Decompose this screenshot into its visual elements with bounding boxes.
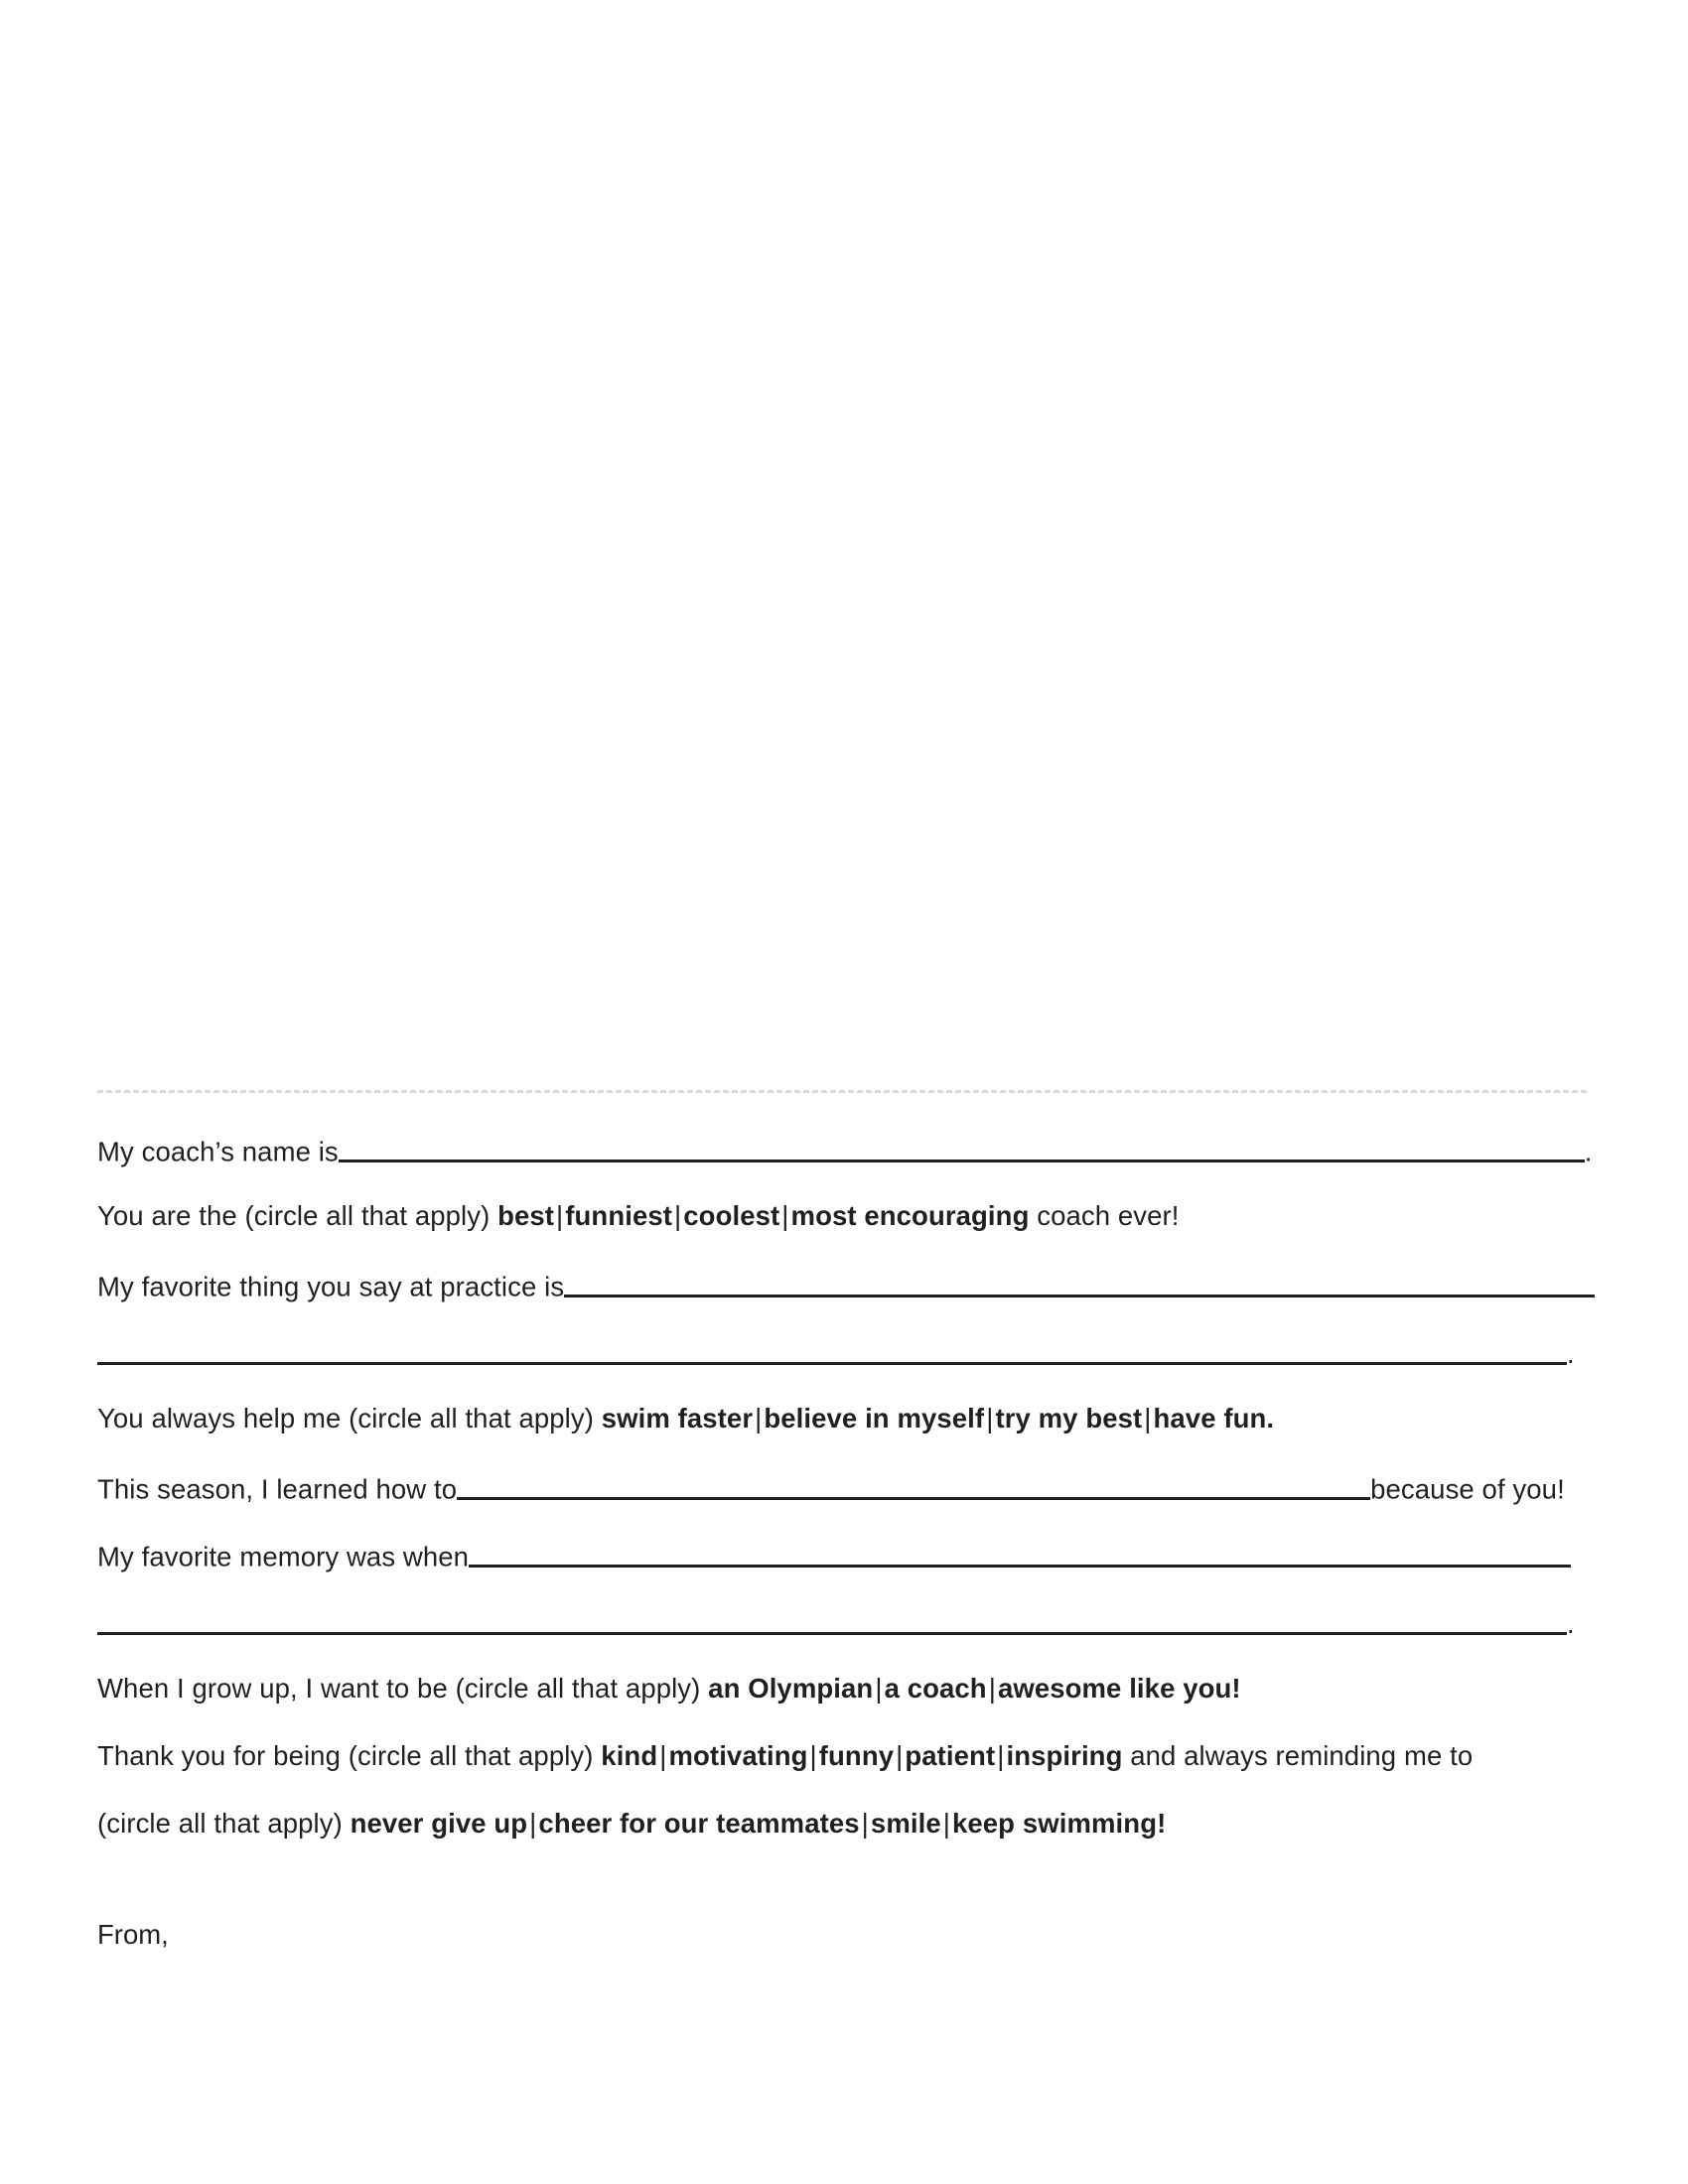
line-coach-name-label: My coach’s name is [97,1136,339,1167]
line-learned-how-to [97,1472,1589,1506]
choice-try-my-best[interactable]: try my best [995,1403,1143,1433]
line-favorite-saying [97,1270,1589,1303]
choice-have-fun[interactable]: have fun [1153,1403,1267,1433]
choice-coolest[interactable]: coolest [683,1200,780,1231]
choice-smile[interactable]: smile [870,1808,941,1839]
choice-inspiring[interactable]: inspiring [1006,1740,1123,1771]
choice-awesome-like-you[interactable]: awesome like you! [997,1673,1241,1704]
choice-funniest[interactable]: funniest [565,1200,673,1231]
favorite-saying-period: . [1567,1337,1575,1369]
choice-separator: | [755,1403,763,1433]
choice-separator: | [659,1740,667,1771]
choice-a-coach[interactable]: a coach [884,1673,987,1704]
line-reminding-me-to [97,1810,1589,1843]
choice-separator: | [781,1200,789,1231]
choice-separator: | [986,1403,994,1433]
favorite-saying-blank-continued[interactable] [97,1337,1567,1365]
line-favorite-saying-label: My favorite thing you say at practice is [97,1271,565,1302]
favorite-saying-blank[interactable] [564,1270,1595,1297]
choice-best[interactable]: best [497,1200,555,1231]
choice-separator: | [942,1808,950,1839]
choice-separator: | [1144,1403,1152,1433]
line-you-are-the-label: You are the (circle all that apply) [97,1200,498,1231]
line-when-i-grow-up-label: When I grow up, I want to be (circle all that apply) [97,1673,709,1704]
line-you-always-help [97,1405,1589,1438]
favorite-memory-blank[interactable] [469,1540,1571,1568]
line-you-always-help-tail: . [1266,1403,1275,1433]
line-when-i-grow-up [97,1675,1589,1708]
choice-separator: | [809,1740,817,1771]
choice-separator: | [529,1808,537,1839]
line-favorite-saying-continuation [97,1337,1589,1371]
line-you-are-the [97,1202,1589,1236]
choice-separator: | [896,1740,904,1771]
dashed-cut-line [97,1090,1587,1093]
line-favorite-memory [97,1540,1589,1573]
choice-separator: | [674,1200,682,1231]
choice-believe-in-myself[interactable]: believe in myself [764,1403,985,1433]
choice-swim-faster[interactable]: swim faster [601,1403,754,1433]
coach-name-period: . [1584,1136,1593,1167]
favorite-memory-period: . [1567,1607,1575,1639]
choice-keep-swimming[interactable]: keep swimming! [952,1808,1167,1839]
signoff-from: From, [97,1919,169,1950]
choice-separator: | [875,1673,883,1704]
line-you-are-the-tail: coach ever! [1029,1200,1180,1231]
choice-most-encouraging[interactable]: most encouraging [790,1200,1030,1231]
line-reminding-me-to-label: (circle all that apply) [97,1808,351,1839]
line-thank-you-for-being-label: Thank you for being (circle all that apply) [97,1740,602,1771]
choice-patient[interactable]: patient [905,1740,996,1771]
choice-separator: | [556,1200,564,1231]
coach-name-blank[interactable] [339,1135,1585,1162]
learned-how-to-blank[interactable] [457,1472,1370,1500]
top-blank-area [0,0,1688,1082]
choice-an-olympian[interactable]: an Olympian [708,1673,874,1704]
line-learned-how-to-label: This season, I learned how to [97,1473,458,1505]
line-favorite-memory-continuation [97,1607,1589,1641]
choice-separator: | [997,1740,1005,1771]
choice-kind[interactable]: kind [601,1740,658,1771]
line-learned-how-to-tail: because of you! [1370,1473,1565,1505]
choice-motivating[interactable]: motivating [668,1740,808,1771]
line-favorite-memory-label: My favorite memory was when [97,1541,470,1572]
line-coach-name [97,1135,1593,1168]
choice-never-give-up[interactable]: never give up [350,1808,528,1839]
choice-cheer-for-our-teammates[interactable]: cheer for our teammates [538,1808,860,1839]
choice-separator: | [861,1808,869,1839]
line-thank-you-for-being-tail: and always reminding me to [1122,1740,1474,1771]
favorite-memory-blank-continued[interactable] [97,1607,1567,1635]
line-thank-you-for-being [97,1742,1589,1776]
fill-in-letter-body [97,1135,1593,1950]
signoff-spacer [97,1877,1589,1921]
choice-separator: | [988,1673,996,1704]
choice-funny[interactable]: funny [818,1740,895,1771]
line-you-always-help-label: You always help me (circle all that apply) [97,1403,602,1433]
